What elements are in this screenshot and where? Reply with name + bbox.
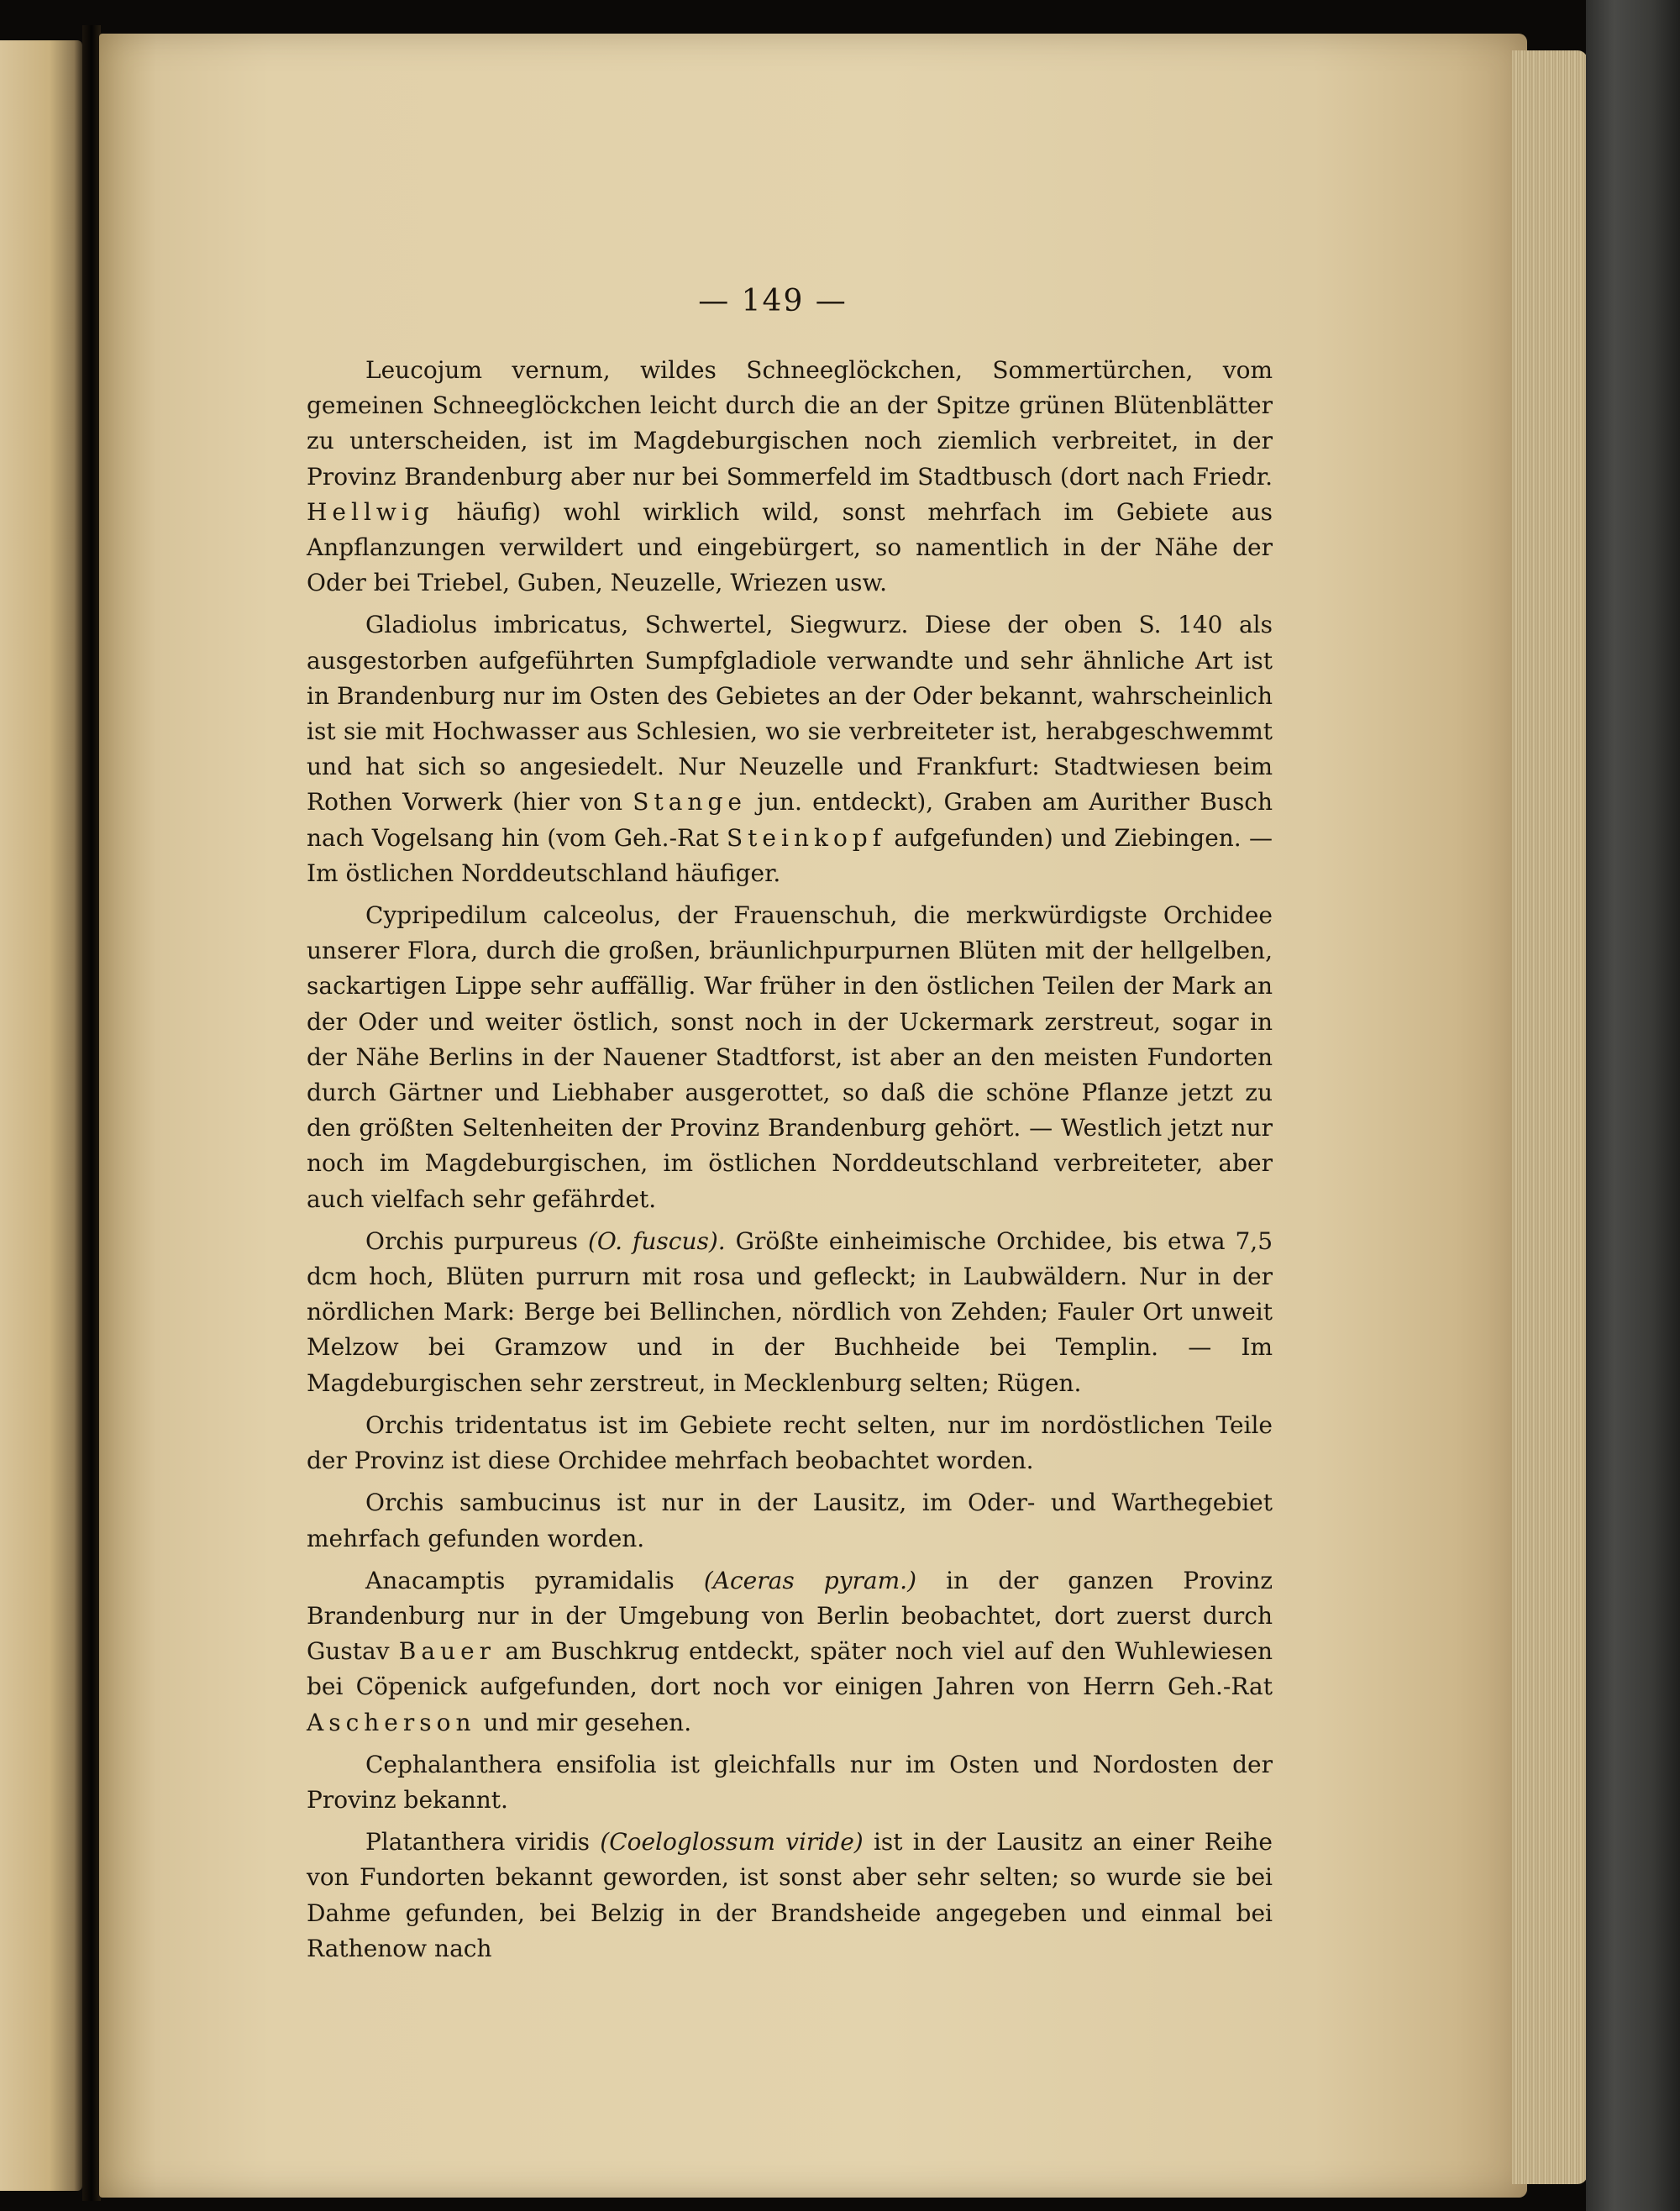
paragraph-text: Schwertel, Siegwurz. Diese der oben S. 140 als ausgestorben aufgeführten Sumpfgladiole verwandte und sehr ähnliche Art ist in Brandenburg nur im Osten des Gebietes an der Oder bekannt, wahrscheinlich ist sie mit Hochwasser aus Schlesien, wo sie verbreiteter ist, herabgeschwemmt und hat sich so angesiedelt. Nur Neuzelle und Frankfurt: Stadtwiesen beim Rothen Vorwerk (hier von	[307, 611, 1273, 817]
page-number: — 149 —	[698, 284, 848, 318]
paragraph-text: ist in der Lausitz an einer Reihe von Fundorten bekannt geworden, ist sonst aber sehr selten; so wurde sie bei Dahme gefunden, bei Belzig in der Brandsheide angegeben und einmal bei Rathenow nach	[307, 1828, 1273, 1962]
taxon-name: Orchis sambucinus	[365, 1489, 601, 1517]
page-body	[307, 353, 1273, 1973]
person-name: Ascherson	[307, 1708, 476, 1736]
paragraph-anacamptis	[307, 1563, 1273, 1741]
taxon-synonym: (Coeloglossum viride)	[600, 1828, 864, 1857]
page-edges	[1512, 50, 1588, 2184]
paragraph-text: Größte einheimische Orchidee, bis etwa 7,5 dcm hoch, Blüten purrurn mit rosa und gefleckt; in Laubwäldern. Nur in der nördlichen Mark: Berge bei Bellinchen, nördlich von Zehden; Fauler Ort unweit Melzow bei Gramzow und in der Buchheide bei Templin. — Im Magdeburgischen sehr zerstreut, in Mecklenburg selten; Rügen.	[307, 1226, 1273, 1397]
paragraph-platanthera	[307, 1825, 1273, 1967]
person-name: Stange	[633, 788, 747, 817]
paragraph-text: ist gleichfalls nur im Osten und Nordosten der Provinz bekannt.	[307, 1750, 1273, 1814]
paragraph-text: und mir gesehen.	[483, 1708, 692, 1736]
paragraph-text: ist im Gebiete recht selten, nur im nordöstlichen Teile der Provinz ist diese Orchidee mehrfach beobachtet worden.	[307, 1410, 1273, 1475]
paragraph-text: wildes Schneeglöckchen, Sommertürchen, vom gemeinen Schneeglöckchen leicht durch die an der Spitze grünen Blütenblätter zu unterscheiden, ist im Magdeburgischen noch ziemlich verbreitet, in der Provinz Brandenburg aber nur bei Sommerfeld im Stadtbusch (dort nach Friedr.	[307, 356, 1273, 491]
paragraph-text: aufgefunden) und Ziebingen. — Im östlichen Norddeutschland häufiger.	[307, 823, 1273, 887]
taxon-name: Orchis tridentatus	[365, 1410, 588, 1439]
paragraph-orchis-tridentatus	[307, 1408, 1273, 1478]
paragraph-leucojum	[307, 353, 1273, 601]
book-gutter	[82, 25, 101, 2201]
paragraph-text: jun. entdeckt), Graben am Aurither Busch nach Vogelsang hin (vom Geh.-Rat	[307, 788, 1273, 852]
person-name: Bauer	[398, 1637, 496, 1666]
person-name: Steinkopf	[726, 823, 887, 852]
taxon-name: Leucojum vernum,	[365, 356, 611, 384]
taxon-name: Cephalanthera ensifolia	[365, 1750, 657, 1778]
paragraph-text: in der ganzen Provinz Brandenburg nur in der Umgebung von Berlin beobachtet, dort zuerst durch Gustav	[307, 1566, 1273, 1666]
person-name: Hellwig	[307, 497, 434, 526]
taxon-name: Cypripedilum calceolus,	[365, 901, 662, 930]
paragraph-orchis-sambucinus	[307, 1485, 1273, 1556]
taxon-name: Gladiolus imbricatus,	[365, 611, 629, 639]
paragraph-cypripedilum	[307, 898, 1273, 1217]
taxon-synonym: (O. fuscus).	[587, 1226, 726, 1255]
paragraph-cephalanthera	[307, 1747, 1273, 1818]
paragraph-text: häufig) wohl wirklich wild, sonst mehrfach im Gebiete aus Anpflanzungen verwildert und eingebürgert, so namentlich in der Nähe der Oder bei Triebel, Guben, Neuzelle, Wriezen usw.	[307, 497, 1273, 597]
paragraph-text: am Buschkrug entdeckt, später noch viel auf den Wuhlewiesen bei Cöpenick aufgefunden, dort noch vor einigen Jahren von Herrn Geh.-Rat	[307, 1637, 1273, 1701]
paragraph-text: der Frauenschuh, die merkwürdigste Orchidee unserer Flora, durch die großen, bräunlichpurpurnen Blüten mit der hellgelben, sackartigen Lippe sehr auffällig. War früher in den östlichen Teilen der Mark an der Oder und weiter östlich, sonst noch in der Uckermark zerstreut, sogar in der Nähe Berlins in der Nauener Stadtforst, ist aber an den meisten Fundorten durch Gärtner und Liebhaber ausgerottet, so daß die schöne Pflanze jetzt zu den größten Seltenheiten der Provinz Brandenburg gehört. — Westlich jetzt nur noch im Magdeburgischen, im östlichen Norddeutschland verbreiteter, aber auch vielfach sehr gefährdet.	[307, 901, 1273, 1213]
book-cover-edge	[1586, 0, 1680, 2211]
paragraph-text: ist nur in der Lausitz, im Oder- und Warthegebiet mehrfach gefunden worden.	[307, 1489, 1273, 1552]
taxon-name: Orchis purpureus	[365, 1226, 578, 1255]
left-page-fragment	[0, 40, 82, 2191]
paragraph-gladiolus	[307, 607, 1273, 891]
taxon-name: Anacamptis pyramidalis	[365, 1566, 675, 1594]
taxon-synonym: (Aceras pyram.)	[703, 1566, 916, 1594]
paragraph-orchis-purpureus	[307, 1224, 1273, 1401]
taxon-name: Platanthera viridis	[365, 1828, 591, 1857]
